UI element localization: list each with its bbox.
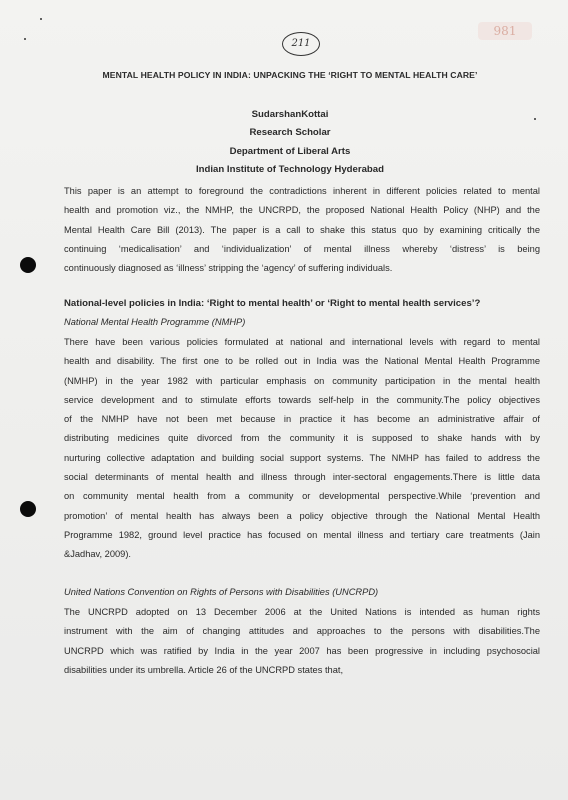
uncrpd-paragraph [64,603,540,680]
text-line: social determinants of mental health and illness through inter-sectoral engagements.There is little data [64,472,540,483]
text-line: continuing ‘medicalisation’ and ‘individualization’ of mental illness whereby ‘distress’ is being [64,243,540,254]
section-heading: National-level policies in India: ‘Right to mental health’ or ‘Right to mental health services’? [64,298,481,309]
text-line: service development and to stimulate efforts towards self-help in the community.The policy objectives [64,394,540,405]
section-subheading: National Mental Health Programme (NMHP) [64,317,246,327]
ink-speck [40,18,42,20]
text-line: of the NMHP have not been met because in practice it has become an administrative affair of [64,414,540,425]
page-number: 211 [282,32,320,56]
text-line: on community mental health from a community or developmental perspective.While ‘prevention and [64,491,540,502]
paper-title: MENTAL HEALTH POLICY IN INDIA: UNPACKING THE ‘RIGHT TO MENTAL HEALTH CARE’ [102,70,478,80]
text-line: &Jadhav, 2009). [64,549,132,560]
text-line: instrument with the aim of changing attitudes and approaches to the persons with disabilities.The [64,626,540,637]
author-department: Department of Liberal Arts [229,145,351,157]
section-subheading: United Nations Convention on Rights of Persons with Disabilities (UNCRPD) [64,587,379,597]
text-line: health and promotion viz., the NMHP, the UNCRPD, the proposed National Health Policy (NHP) and the [64,205,540,216]
punch-hole-top [20,257,36,273]
author-position: Research Scholar [249,127,331,139]
author-name: SudarshanKottai [251,109,329,120]
text-line: Mental Health Care Bill (2013). The paper is a call to shake this status quo by examining critically the [64,224,540,235]
text-line: There have been various policies formulated at national and international levels with regard to mental [64,337,540,347]
text-line: This paper is an attempt to foreground the contradictions inherent in different policies related to mental [64,186,540,196]
nmhp-paragraph [64,333,540,565]
text-line: promotion’ of mental health has always been a policy objective through the National Mental Health [64,510,540,521]
author-block [40,106,540,180]
text-line: (NMHP) in the year 1982 with particular emphasis on community participation in the mental health [64,375,540,386]
author-institution: Indian Institute of Technology Hyderabad [196,164,384,176]
text-line: Programme 1982, ground level practice has focused on mental illness and tertiary care treatments (Jain [64,529,540,540]
archive-stamp: 981 [478,22,532,40]
text-line: nurturing collective adaptation and building social support systems. The NMHP has failed to address the [64,452,540,463]
abstract-paragraph [64,182,540,278]
punch-hole-bottom [20,501,36,517]
text-line: continuously diagnosed as ‘illness’ stripping the ‘agency’ of suffering individuals. [64,263,393,274]
text-line: distributing medicines quite divorced from the community it is supposed to shake hands with by [64,433,540,444]
text-line: health and disability. The first one to be rolled out in India was the National Mental Health Programme [64,356,540,367]
ink-speck [24,38,26,40]
text-line: disabilities under its umbrella. Article 26 of the UNCRPD states that, [64,664,344,675]
text-line: UNCRPD which was ratified by India in the year 2007 has been progressive in including psychosocial [64,645,540,656]
text-line: The UNCRPD adopted on 13 December 2006 at the United Nations is intended as human rights [64,607,540,617]
